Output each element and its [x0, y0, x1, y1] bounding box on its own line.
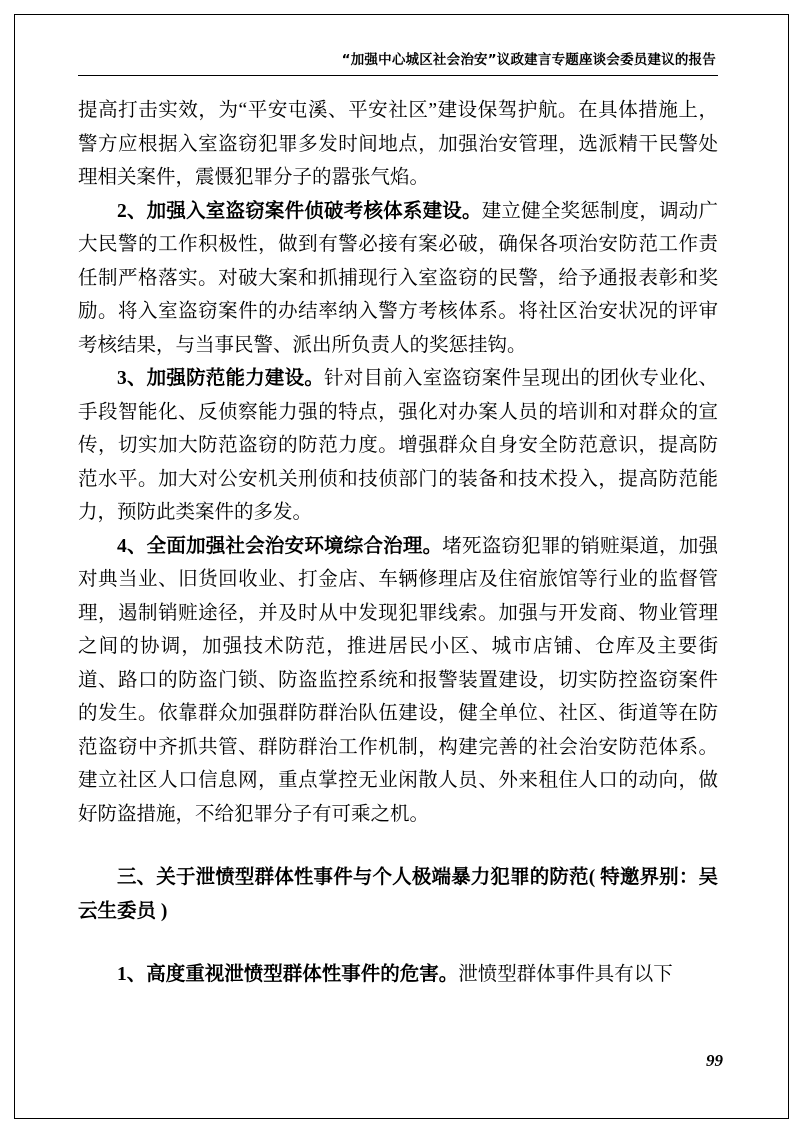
header-rule [78, 75, 718, 76]
body-text [78, 94, 718, 831]
paragraph-3-lead: 3、加强防范能力建设。 [117, 368, 325, 390]
running-header: “加强中心城区社会治安”议政建言专题座谈会委员建议的报告 [341, 52, 716, 68]
paragraph-4-lead: 4、全面加强社会治安环境综合治理。 [117, 535, 443, 557]
paragraph-3-text: 针对目前入室盗窃案件呈现出的团伙专业化、手段智能化、反侦察能力强的特点，强化对办案人员的培训和对群众的宣传，切实加大防范盗窃的防范力度。增强群众自身安全防范意识，提高防范水平。加大对公安机关刑侦和技侦部门的装备和技术投入，提高防范能力，预防此类案件的多发。 [78, 368, 718, 524]
paragraph-5 [78, 958, 718, 992]
paragraph-5-text: 泄愤型群体事件具有以下 [458, 964, 673, 986]
paragraph-2-text: 建立健全奖惩制度，调动广大民警的工作积极性，做到有警必接有案必破，确保各项治安防范工作责任制严格落实。对破大案和抓捕现行入室盗窃的民警，给予通报表彰和奖励。将入室盗窃案件的办结率纳入警方考核体系。将社区治安状况的评审考核结果，与当事民警、派出所负责人的奖惩挂钩。 [78, 200, 718, 356]
paragraph-2-lead: 2、加强入室盗窃案件侦破考核体系建设。 [117, 200, 482, 222]
paragraph-4 [78, 530, 718, 832]
paragraph-5-lead: 1、高度重视泄愤型群体性事件的危害。 [117, 964, 459, 986]
paragraph-2 [78, 195, 718, 363]
paragraph-1-text: 提高打击实效，为“平安屯溪、平安社区”建设保驾护航。在具体措施上，警方应根据入室盗窃犯罪多发时间地点，加强治安管理，选派精干民警处理相关案件，震慑犯罪分子的嚣张气焰。 [78, 100, 718, 189]
page-number: 99 [706, 1051, 723, 1070]
paragraph-4-text: 堵死盗窃犯罪的销赃渠道，加强对典当业、旧货回收业、打金店、车辆修理店及住宿旅馆等行业的监督管理，遏制销赃途径，并及时从中发现犯罪线索。加强与开发商、物业管理之间的协调，加强技术防范，推进居民小区、城市店铺、仓库及主要街道、路口的防盗门锁、防盗监控系统和报警装置建设，切实防控盗窃案件的发生。依靠群众加强群防群治队伍建设，健全单位、社区、街道等在防范盗窃中齐抓共管、群防群治工作机制，构建完善的社会治安防范体系。建立社区人口信息网，重点掌控无业闲散人员、外来租住人口的动向，做好防盗措施，不给犯罪分子有可乘之机。 [78, 535, 718, 825]
section-heading: 三、关于泄愤型群体性事件与个人极端暴力犯罪的防范( 特邀界别：吴云生委员 ) [78, 867, 718, 922]
paragraph-3 [78, 362, 718, 530]
page-content [78, 52, 718, 992]
paragraph-1 [78, 94, 718, 195]
